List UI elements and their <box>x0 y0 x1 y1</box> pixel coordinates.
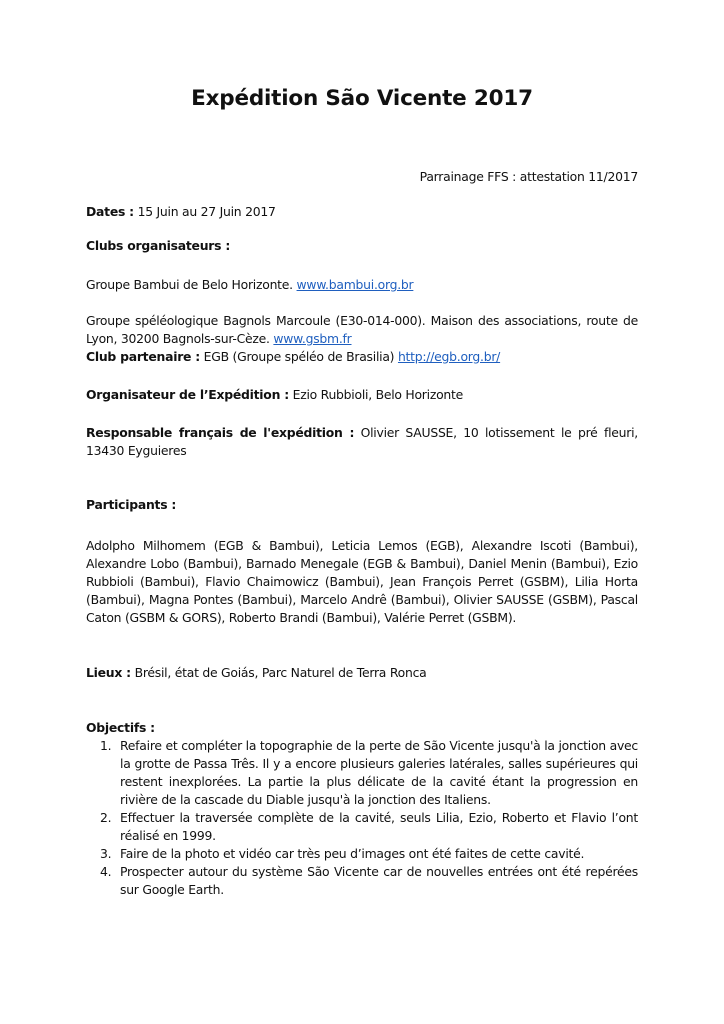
french-lead-line <box>86 424 638 460</box>
club-gsbm-text: Groupe spéléologique Bagnols Marcoule (E30-014-000). Maison des associations, route de Lyon, 30200 Bagnols-sur-Cèze. <box>86 313 638 346</box>
club-bambui-text: Groupe Bambui de Belo Horizonte. <box>86 277 297 292</box>
organizer-line <box>86 386 638 404</box>
clubs-heading: Clubs organisateurs : <box>86 238 231 253</box>
dates-label: Dates : <box>86 204 134 219</box>
objective-text: Prospecter autour du système São Vicente car de nouvelles entrées ont été repérées sur Google Earth. <box>120 864 638 897</box>
objective-number: 4. <box>100 864 112 879</box>
objective-number: 3. <box>100 846 112 861</box>
objectives-list-wrap <box>86 737 638 899</box>
places-label: Lieux : <box>86 665 131 680</box>
organizer-label: Organisateur de l’Expédition : <box>86 387 289 402</box>
french-lead-label: Responsable français de l'expédition : <box>86 425 355 440</box>
objective-item <box>86 809 638 845</box>
objective-item <box>86 863 638 899</box>
document-title: Expédition São Vicente 2017 <box>191 86 533 111</box>
french-lead-value: Olivier SAUSSE, 10 lotissement le pré fleuri, 13430 Eyguieres <box>86 425 638 458</box>
objective-item <box>86 737 638 809</box>
objectives-heading: Objectifs : <box>86 720 155 735</box>
objective-text: Refaire et compléter la topographie de la perte de São Vicente jusqu'à la jonction avec la grotte de Passa Três. Il y a encore plusieurs galeries latérales, salles supérieures qui restent inexplorées. La partie la plus délicate de la cavité étant la progression en rivière de la cascade du Diable jusqu'à la jonction des Italiens. <box>120 738 638 807</box>
objective-number: 2. <box>100 810 112 825</box>
partner-text: EGB (Groupe spéléo de Brasilia) <box>199 349 398 364</box>
gsbm-link[interactable]: www.gsbm.fr <box>273 331 352 346</box>
participants-heading: Participants : <box>86 497 177 512</box>
objective-text: Faire de la photo et vidéo car très peu d’images ont été faites de cette cavité. <box>120 846 585 861</box>
organizer-value: Ezio Rubbioli, Belo Horizonte <box>288 387 464 402</box>
sponsorship-line: Parrainage FFS : attestation 11/2017 <box>419 169 638 184</box>
dates-value: 15 Juin au 27 Juin 2017 <box>133 204 276 219</box>
dates-line <box>86 203 638 221</box>
places-value: Brésil, état de Goiás, Parc Naturel de Terra Ronca <box>130 665 427 680</box>
club-gsbm <box>86 312 638 348</box>
club-bambui <box>86 276 638 294</box>
partner-club <box>86 348 638 366</box>
bambui-link[interactable]: www.bambui.org.br <box>296 277 414 292</box>
participants-list: Adolpho Milhomem (EGB & Bambui), Leticia Lemos (EGB), Alexandre Iscoti (Bambui), Alexandre Lobo (Bambui), Barnado Menegale (EGB & Bambui), Daniel Menin (Bambui), Ezio Rubbioli (Bambui), Flavio Chaimowicz (Bambui), Jean François Perret (GSBM), Lilia Horta (Bambui), Magna Pontes (Bambui), Marcelo Andrê (Bambui), Olivier SAUSSE (GSBM), Pascal Caton (GSBM & GORS), Roberto Brandi (Bambui), Valérie Perret (GSBM). <box>86 538 638 625</box>
places-line <box>86 664 638 682</box>
objective-number: 1. <box>100 738 112 753</box>
partner-label: Club partenaire : <box>86 349 200 364</box>
objective-item <box>86 845 638 863</box>
objectives-list <box>86 737 638 899</box>
egb-link[interactable]: http://egb.org.br/ <box>397 349 501 364</box>
objective-text: Effectuer la traversée complète de la cavité, seuls Lilia, Ezio, Roberto et Flavio l’ont réalisé en 1999. <box>120 810 638 843</box>
